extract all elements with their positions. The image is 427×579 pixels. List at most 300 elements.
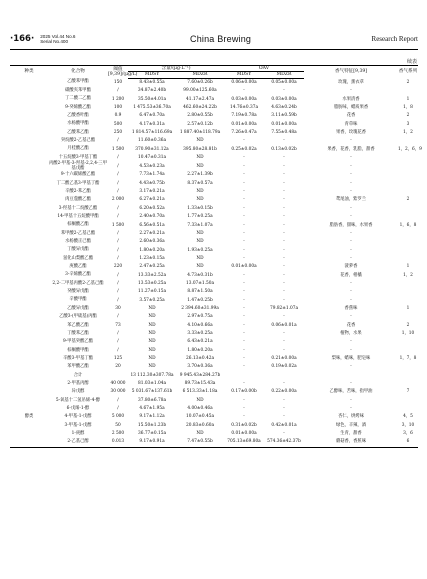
cell-mdzr-oav: - [283,397,285,403]
cell-mdsy-oav: 705.13±69.80a [224,438,264,447]
cell-mdsy-content: 7.73±1.74a [139,172,165,178]
cell-class [10,162,48,171]
cell-aroma: - [350,239,352,245]
cell-mdsy-oav: - [243,339,245,345]
cell-mdsy-oav: 0.25±0.02a [231,146,257,152]
cell-compound: 癸烷酸2-乙基己酯 [60,138,96,144]
cell-compound: 乙酸异戊酯 [67,305,89,311]
cell-mdzr-oav: - [283,239,285,245]
cell-mdzr-oav: 574.36±42.37b [264,438,304,447]
cell-mdsy-oav: 0.06±0.00a [231,79,257,85]
cell-mdsy-oav: - [243,239,245,245]
cell-mdsy-content: 4.43±0.75b [139,180,165,186]
cell-threshold: 220 [113,264,123,270]
cell-threshold: 73 [115,322,121,328]
cell-series: 2 [406,113,410,119]
cell-aroma: 花香，柑橘 [340,272,362,278]
cell-mdsy-oav [224,372,264,380]
table-row [10,162,418,171]
cell-class [10,213,48,221]
table-row [10,171,418,179]
cell-compound: 乙酸香叶酯 [67,113,89,119]
col-oav-mdzr: MDZR [264,72,304,78]
cell-mdzr-oav: 0.13±0.02b [271,146,297,152]
cell-series: 2 [406,79,410,85]
cell-threshold: / [117,406,119,412]
cell-mdsy-content: 1 475.53±36.70a [133,104,171,110]
cell-mdzr-content: 4.73±0.31b [187,272,213,278]
cell-compound: 9-甲基癸酸乙酯 [63,339,93,345]
cell-mdzr-content: 99.00±125.60a [183,88,217,94]
col-oav: OAV [224,66,304,72]
table-row [10,422,418,430]
cell-compound: 乙酸苯甲酯 [67,79,89,85]
cell-mdzr-oav: - [283,255,285,261]
cell-threshold: / [117,247,119,253]
cell-class [10,146,48,154]
page-header [10,32,418,48]
cell-aroma: 梨味，蜡味，肥皂味 [331,356,371,361]
cell-class [10,87,48,95]
table-row [10,180,418,188]
cell-mdsy-oav: - [243,272,245,278]
cell-mdzr-content: 3.70±0.36a [187,364,213,370]
cell-mdzr-oav: - [283,272,285,278]
col-content-mdzr: MDZR [176,72,224,78]
cell-mdsy-content: 36.77±0.15a [137,431,167,437]
cell-series [398,363,418,371]
cell-compound: 9-十六碳烯酸乙酯 [60,172,96,178]
cell-series [398,230,418,238]
cell-compound: 9-癸烯酸乙酯 [65,104,91,110]
cell-mdzr-oav: 0.21±0.00a [271,356,297,361]
cell-compound: 苯甲酸2-乙基己酯 [60,230,96,236]
cell-mdzr-oav: - [283,264,285,270]
cell-aroma: - [350,289,352,295]
cell-class [10,78,48,87]
cell-mdsy-content: ND [148,364,156,370]
cell-aroma: - [350,314,352,320]
cell-class [10,96,48,104]
cell-series [398,162,418,171]
cell-threshold: 20 [115,364,121,370]
table-row [10,338,418,346]
cell-series: 1，2 [403,129,413,135]
cell-mdzr-content: 395.80±28.81b [183,146,217,152]
cell-mdzr-content: ND [196,154,204,160]
cell-series [398,255,418,263]
cell-class [10,112,48,120]
cell-mdsy-oav: - [243,297,245,303]
cell-class [10,422,48,430]
cell-mdsy-oav: 0.31±0.02b [231,422,257,428]
table-row [10,87,418,95]
cell-aroma: - [350,339,352,345]
cell-mdzr-oav: 79.82±1.07a [269,305,299,311]
cell-mdzr-content: 20.83±0.60a [185,422,215,428]
cell-class [10,247,48,255]
cell-series [398,205,418,213]
cell-compound: 3-辛烯酸乙酯 [65,272,91,278]
cell-compound: 2-乙基己醇 [48,438,108,447]
cell-aroma: 水果清香 [342,96,360,102]
cell-compound: 丁酸苯乙酯 [67,330,89,336]
cell-threshold [108,372,128,380]
cell-mdzr-content: ND [196,197,204,203]
col-class: 种类 [10,66,48,79]
cell-series: 3，6 [403,431,413,437]
cell-compound: 棕榈酸乙酯 [67,222,89,228]
cell-mdzr-content: 1 887.40±118.79a [179,129,221,135]
cell-aroma: - [350,230,352,236]
cell-mdsy-content: 3.57±0.25a [139,297,165,303]
cell-compound: 1-庚醇 [71,430,85,436]
cell-mdzr-content: 1.93±0.25a [187,247,213,253]
cell-series [398,180,418,188]
cell-mdzr-content: 462.60±24.22b [183,104,217,110]
cell-threshold: / [117,297,119,303]
cell-mdsy-oav: 0.03±0.00a [231,96,257,102]
cell-mdsy-oav: - [243,397,245,403]
table-row [10,413,418,421]
cell-series [398,405,418,413]
journal-title: China Brewing [190,34,252,44]
cell-mdsy-oav: - [243,138,245,144]
cell-mdsy-oav: - [243,180,245,186]
cell-compound: 辛酸甲酯 [69,297,87,303]
cell-threshold: / [117,88,119,94]
cell-threshold: 0.013 [108,438,128,447]
cell-mdzr-oav: - [283,330,285,336]
cell-mdsy-content: 4.53±0.23a [139,163,165,169]
cell-threshold: 500 [113,121,123,127]
issue-line-2: Serial No.400 [40,39,69,45]
cell-mdsy-content: 9.17±0.91a [128,438,176,447]
cell-aroma: - [350,214,352,220]
cell-mdzr-content: 1.47±0.25b [187,297,213,303]
cell-class [10,238,48,246]
cell-series [398,247,418,255]
cell-mdzr-content: 4.00±0.46a [187,406,213,412]
cell-class [10,205,48,213]
cell-compound: 乙酸苯乙酯 [67,129,89,135]
cell-threshold: / [117,255,119,261]
table-row [10,347,418,355]
cell-mdzr-oav: - [283,297,285,303]
cell-mdsy-content: 34.87±2.40b [137,88,167,94]
cell-class [10,388,48,396]
cell-series [398,372,418,380]
cell-series [398,213,418,221]
cell-mdsy-oav: - [243,289,245,295]
table-row [10,405,418,413]
cell-mdsy-oav: - [243,88,245,94]
table-row [10,313,418,321]
cell-series [398,154,418,162]
table-body [10,78,422,447]
cell-mdzr-oav: - [283,214,285,220]
cell-mdzr-content: ND [196,163,204,169]
cell-mdsy-oav: - [243,322,245,328]
cell-class [10,430,48,438]
cell-threshold: / [117,180,119,186]
cell-mdsy-oav: 14.76±0.37a [229,104,259,110]
cell-mdsy-oav: - [243,330,245,336]
cell-threshold: 40 000 [110,381,126,387]
cell-mdzr-content: 2.80±0.55b [187,113,213,119]
cell-mdsy-oav: 0.17±0.00b [231,389,257,395]
cell-mdzr-content: ND [196,397,204,403]
cell-compound: 苯甲酸乙酯 [67,364,89,370]
cell-mdsy-content: ND [148,322,156,328]
cell-mdzr-content: 3.33±0.25a [187,330,213,336]
cell-mdsy-oav: - [243,381,245,387]
cell-series: 2 [406,322,410,328]
cell-compound: 丁二酸二乙酯 [65,96,91,102]
cell-compound: 6-戊烯-1-醇 [66,405,90,411]
cell-mdzr-oav: - [283,88,285,94]
header-left [10,34,75,45]
table-row [10,104,418,112]
cell-class [10,263,48,271]
cell-class [10,154,48,162]
cell-threshold: / [117,189,119,195]
cell-threshold: 100 [113,104,123,110]
cell-aroma: - [350,255,352,261]
table-row [10,96,418,104]
cell-mdzr-content: 1.77±0.25a [187,214,213,220]
table-row [10,430,418,438]
cell-mdzr-oav: - [283,406,285,412]
cell-threshold: / [117,272,119,278]
cell-mdzr-content: 7.33±1.07a [187,222,213,228]
cell-mdsy-content: 11.60±0.36a [137,138,167,144]
cell-mdzr-oav: - [283,163,285,169]
table-row [10,355,418,363]
cell-mdsy-oav: 0.01±0.00a [231,121,257,127]
cell-mdzr-content: 2.97±0.75a [187,314,213,320]
cell-mdsy-content: 2.60±0.36a [139,239,165,245]
cell-class [10,380,48,388]
cell-compound: 4-甲基-1-戊醇 [64,414,92,420]
cell-mdsy-oav: - [243,172,245,178]
table-row [10,397,418,405]
table-row [10,222,418,230]
cell-aroma: 绿色，辛辣，酒 [335,422,367,428]
cell-compound: 辛酸2-苯乙酯 [65,189,91,194]
cell-series: 3 [406,121,410,127]
cell-mdzr-oav: - [283,197,285,203]
cell-class [10,180,48,188]
table-row [10,112,418,120]
cell-mdsy-oav: 7.26±0.47a [231,129,257,135]
cell-mdzr-content: 2 394.60±31.99a [181,305,219,311]
table-row [10,263,418,271]
cell-mdzr-oav: 0.42±0.01a [271,422,297,428]
cell-series [398,280,418,288]
cell-aroma: 香蕉味 [344,305,358,311]
cell-compound: 丁二酸乙基3-甲基丁酯 [56,180,100,186]
cell-compound: 水杨酸甲酯 [67,121,89,127]
cell-aroma: 蘑菇香，香蕉味 [304,438,398,447]
cell-mdsy-content: 6.20±0.52a [139,205,165,211]
cell-class [10,230,48,238]
table-row [10,188,418,196]
table-row [10,146,418,154]
cell-aroma: - [350,205,352,211]
cell-series: 7 [406,389,410,395]
cell-mdsy-content: 1.23±0.15a [139,255,165,261]
cell-aroma: 果香，花香，乳脂，甜香 [327,146,375,152]
cell-compound: 合计 [73,372,83,378]
cell-compound: 棕榈酸甲酯 [67,347,89,353]
cell-compound: 水杨酸正己酯 [65,239,91,245]
cell-series: 1，7，8 [399,356,417,361]
cell-aroma: - [350,397,352,403]
table-row [10,322,418,330]
cell-mdsy-content: ND [148,305,156,311]
cell-threshold: / [117,314,119,320]
cell-mdzr-oav: 3.11±0.59b [271,113,297,119]
cell-class [10,397,48,405]
cell-aroma: 乙醇味，苦味，指甲油 [329,389,373,395]
cell-aroma: - [350,172,352,178]
cell-compound: 丁酸异戊酯 [67,247,89,253]
cell-mdzr-oav: 0.05±0.00a [271,79,297,85]
cell-mdzr-oav: - [283,222,285,228]
cell-mdsy-oav: - [243,347,245,353]
cell-class [10,280,48,288]
cell-mdsy-oav: - [243,189,245,195]
cell-threshold: / [117,205,119,211]
cell-aroma: - [350,154,352,160]
cell-aroma: - [350,280,352,286]
cell-aroma: 生青，甜香 [340,431,362,437]
cell-series: 6 [398,438,418,447]
cell-aroma: 花香 [346,322,356,328]
cell-mdsy-content: 5 031.67±137.61b [131,389,173,395]
cell-threshold: 50 [115,422,121,428]
cell-compound: 辛酸3-甲基丁酯 [63,355,93,361]
cell-compound: 庚酸乙酯 [69,264,87,270]
table-row [10,196,418,204]
table-row [10,330,418,338]
cell-mdsy-content: ND [148,330,156,336]
cell-threshold: / [117,347,119,353]
cell-threshold: 1 200 [111,96,125,102]
cell-mdzr-oav: - [283,381,285,387]
cell-mdsy-content: 6.56±0.51a [139,222,165,228]
section-title: Research Report [371,35,418,43]
cell-class [10,355,48,363]
cell-mdsy-content: 35.50±4.01a [137,96,167,102]
cell-aroma: 植物，水果 [340,330,362,336]
cell-aroma: 玫瑰，薰衣草 [338,79,364,85]
cell-threshold: / [117,172,119,178]
table-row [10,280,418,288]
cell-mdzr-content: 8.87±1.50a [187,289,213,295]
cell-mdzr-content: 8.37±0.57a [187,180,213,186]
cell-threshold: 250 [113,129,123,135]
cell-mdzr-oav: 0.03±0.00a [271,96,297,102]
cell-class [10,405,48,413]
page-number: ·166· [10,34,35,45]
cell-series: 1，8 [403,104,413,110]
cell-class [10,129,48,137]
table-row [10,230,418,238]
cell-mdzr-oav: - [283,230,285,236]
cell-mdsy-oav: - [243,356,245,361]
table-row [10,297,418,305]
cell-mdzr-oav: - [283,289,285,295]
cell-class [10,188,48,196]
cell-mdsy-content: 4.17±0.31a [139,121,165,127]
cell-mdzr-oav: - [283,154,285,160]
cell-mdsy-oav: - [243,247,245,253]
col-series: 香气系列 [398,66,418,79]
cell-threshold: / [117,154,119,160]
cell-compound: 3-羟基十二烷酸乙酯 [58,205,98,211]
cell-threshold: / [117,138,119,144]
cell-mdzr-content: ND [196,138,204,144]
cell-mdsy-content: 370.90±31.12a [135,146,169,152]
cell-mdsy-oav: 7.19±0.78a [231,113,257,119]
cell-mdsy-content: 13.53±0.25a [137,280,167,286]
cell-aroma: - [350,189,352,195]
cell-compound: 碳酸夹苯甲酯 [65,88,91,94]
issue-info [40,34,75,45]
table-row [10,380,418,388]
cell-mdsy-oav: - [243,314,245,320]
cell-aroma: 鸢尾油，紫罗兰 [335,197,367,203]
cell-mdzr-content: 7.47±0.55b [176,438,224,447]
cell-class [10,272,48,280]
cell-series [398,188,418,196]
cell-mdsy-content: 1.80±0.20a [139,247,165,253]
cell-compound: 乙酸3-(甲硫基)丙酯 [59,314,97,320]
cell-aroma: - [350,364,352,370]
cell-mdsy-oav: - [243,163,245,169]
cell-compound: 2-甲基丙醇 [67,380,89,386]
cell-mdzr-oav: 0.22±0.00a [271,389,297,395]
cell-series: 1 [406,96,410,102]
cell-mdzr-oav: - [283,205,285,211]
cell-mdsy-content: 2.40±0.70a [139,214,165,220]
cell-aroma: 脂肪味，蜡质果香 [333,104,369,110]
cell-mdsy-content: 1 814.57±116.69a [131,129,173,135]
table-row [10,272,418,280]
cell-mdsy-oav: - [243,255,245,261]
cell-mdzr-content: ND [196,431,204,437]
cell-threshold: 5 000 [111,414,125,420]
cell-class [10,322,48,330]
cell-aroma [304,372,398,380]
cell-mdsy-content: ND [148,314,156,320]
cell-threshold: 2 000 [111,197,125,203]
cell-aroma: 杏仁，烘烤味 [338,414,364,420]
cell-compound: 3-甲基-1-戊醇 [64,422,92,428]
table-row [10,288,418,296]
cell-class [10,313,48,321]
cell-mdsy-content: ND [148,347,156,353]
col-aroma: 香气特征[9,39] [304,66,398,79]
cell-threshold: 125 [113,356,123,361]
cell-mdzr-content: 13.07±1.50a [185,280,215,286]
col-threshold: 阈值[9,39]/(μg/L) [108,66,138,78]
cell-aroma: - [350,247,352,253]
cell-series [398,313,418,321]
cell-mdzr-oav: - [283,314,285,320]
